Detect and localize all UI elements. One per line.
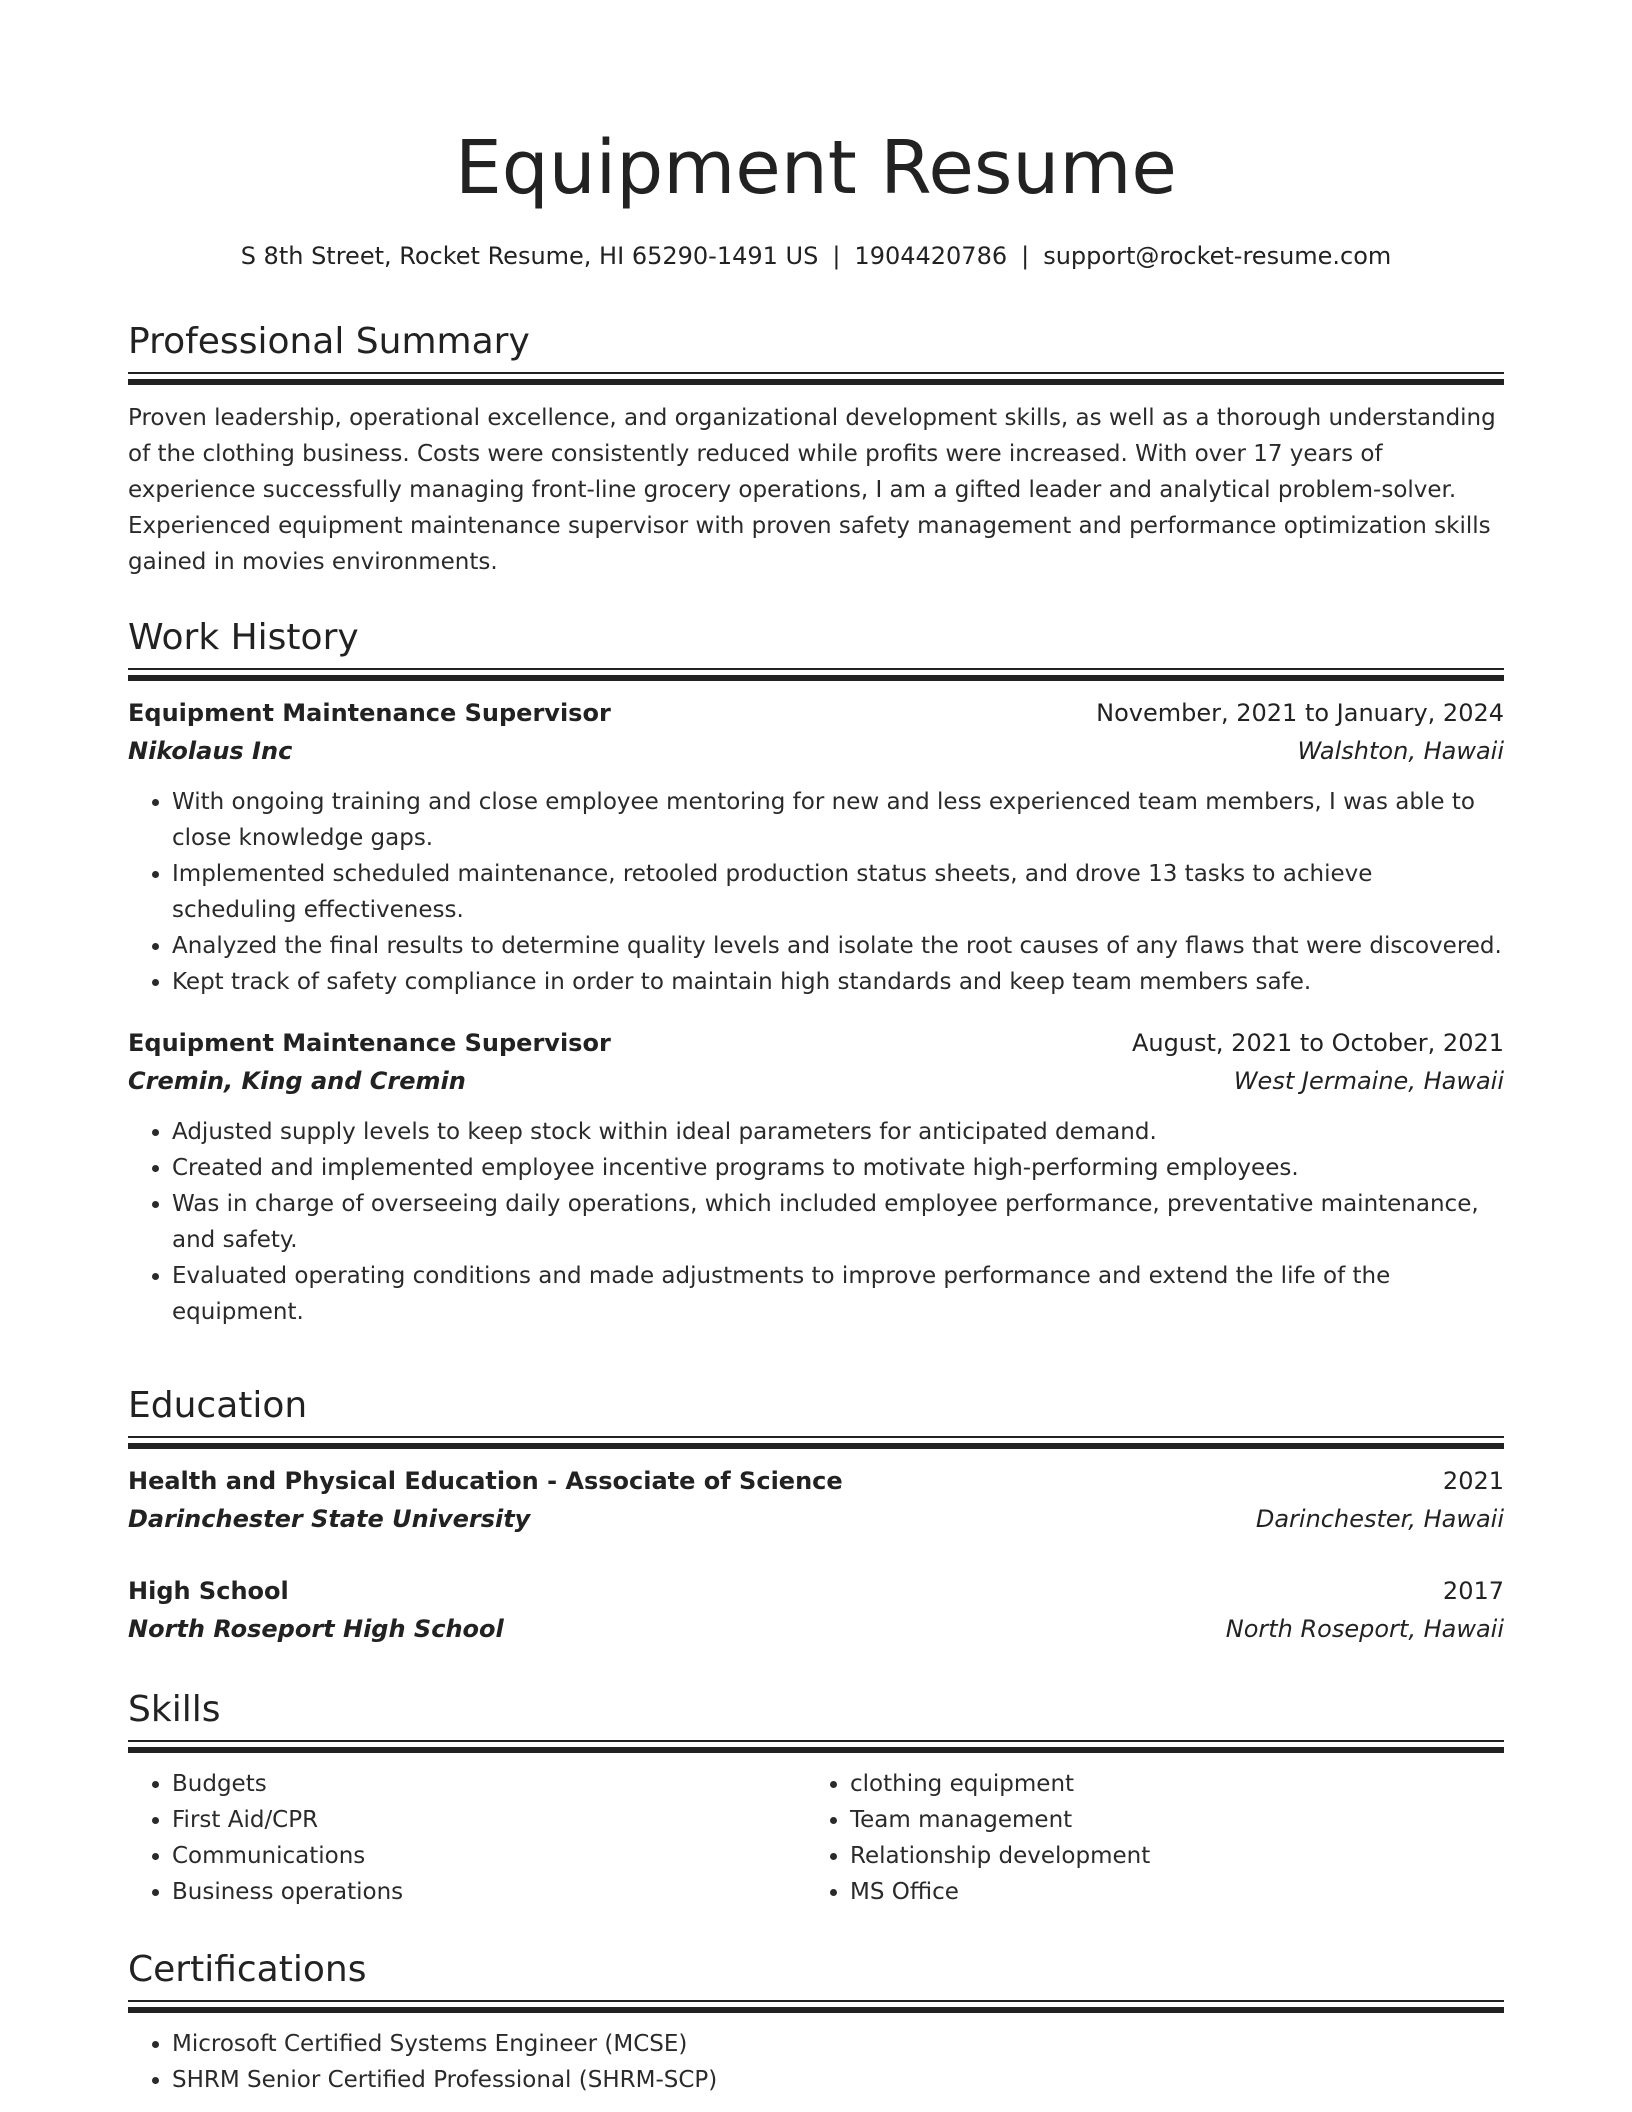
education-entry (128, 1572, 1504, 1648)
skill-item: • clothing equipment (850, 1766, 1484, 1802)
certifications-section (128, 1946, 1504, 2098)
skills-section (128, 1686, 1504, 1910)
job-role: Equipment Maintenance Supervisor (128, 699, 611, 727)
job-entry (128, 1024, 1504, 1330)
skill-item: • First Aid/CPR (172, 1802, 806, 1838)
summary-section (128, 318, 1504, 580)
job-bullet: • With ongoing training and close employee mentoring for new and less experienced team members, I was able to close knowledge gaps. (172, 784, 1504, 856)
job-company: Cremin, King and Cremin (128, 1067, 466, 1095)
job-location: Walshton, Hawaii (1297, 737, 1504, 765)
certifications-list (128, 2026, 1504, 2098)
section-title-summary: Professional Summary (128, 321, 530, 362)
section-divider (128, 668, 1504, 682)
job-entry (128, 694, 1504, 1000)
section-title-education: Education (128, 1385, 308, 1426)
section-divider (128, 2000, 1504, 2014)
job-bullet: • Kept track of safety compliance in order to maintain high standards and keep team members safe. (172, 964, 1504, 1000)
resume-title: Equipment Resume (455, 125, 1177, 211)
section-title-work-history: Work History (128, 617, 359, 658)
summary-text: Proven leadership, operational excellence, and organizational development skills, as well as a thorough understanding of the clothing business. Costs were consistently reduced while profits were increased. With over 17 years of experience successfully managing front-line grocery operations, I am a gifted leader and analytical problem-solver. Experienced equipment maintenance supervisor with proven safety management and performance optimization skills gained in movies environments. (128, 405, 1496, 575)
job-dates: November, 2021 to January, 2024 (1096, 699, 1504, 727)
contact-phone: 1904420786 (854, 242, 1008, 270)
job-bullet: • Created and implemented employee incentive programs to motivate high-performing employees. (172, 1150, 1504, 1186)
skills-column-right (806, 1766, 1484, 1910)
education-section (128, 1382, 1504, 1648)
education-location: North Roseport, Hawaii (1225, 1615, 1504, 1643)
job-company: Nikolaus Inc (128, 737, 293, 765)
job-role: Equipment Maintenance Supervisor (128, 1029, 611, 1057)
skill-item: • Relationship development (850, 1838, 1484, 1874)
section-divider (128, 1740, 1504, 1754)
education-year: 2021 (1442, 1467, 1504, 1495)
job-dates: August, 2021 to October, 2021 (1131, 1029, 1504, 1057)
contact-separator: | (1021, 242, 1030, 270)
skill-item: • Team management (850, 1802, 1484, 1838)
section-title-skills: Skills (128, 1689, 221, 1730)
contact-separator: | (832, 242, 841, 270)
contact-address: S 8th Street, Rocket Resume, HI 65290-1491 US (240, 242, 819, 270)
job-bullet: • Evaluated operating conditions and made adjustments to improve performance and extend the life of the equipment. (172, 1258, 1504, 1330)
contact-email: support@rocket-resume.com (1043, 242, 1392, 270)
education-entry (128, 1462, 1504, 1538)
education-school: Darinchester State University (128, 1505, 531, 1533)
skill-item: • Business operations (172, 1874, 806, 1910)
job-bullets (128, 1114, 1504, 1330)
skills-grid (128, 1766, 1504, 1910)
section-title-certifications: Certifications (128, 1949, 367, 1990)
job-location: West Jermaine, Hawaii (1233, 1067, 1504, 1095)
skill-item: • Communications (172, 1838, 806, 1874)
education-year: 2017 (1442, 1577, 1504, 1605)
skills-column-left (128, 1766, 806, 1910)
education-location: Darinchester, Hawaii (1255, 1505, 1504, 1533)
job-bullets (128, 784, 1504, 1000)
education-degree: High School (128, 1577, 289, 1605)
contact-line (128, 238, 1504, 274)
job-bullet: • Was in charge of overseeing daily operations, which included employee performance, preventative maintenance, and safety. (172, 1186, 1504, 1258)
skill-item: • MS Office (850, 1874, 1484, 1910)
certification-item: • SHRM Senior Certified Professional (SHRM-SCP) (172, 2062, 1504, 2098)
job-bullet: • Analyzed the final results to determine quality levels and isolate the root causes of any flaws that were discovered. (172, 928, 1504, 964)
skill-item: • Budgets (172, 1766, 806, 1802)
job-bullet: • Implemented scheduled maintenance, retooled production status sheets, and drove 13 tasks to achieve scheduling effectiveness. (172, 856, 1504, 928)
job-bullet: • Adjusted supply levels to keep stock within ideal parameters for anticipated demand. (172, 1114, 1504, 1150)
education-school: North Roseport High School (128, 1615, 504, 1643)
education-degree: Health and Physical Education - Associate of Science (128, 1467, 843, 1495)
section-divider (128, 1436, 1504, 1450)
section-divider (128, 372, 1504, 386)
certification-item: • Microsoft Certified Systems Engineer (MCSE) (172, 2026, 1504, 2062)
work-history-section (128, 614, 1504, 1330)
